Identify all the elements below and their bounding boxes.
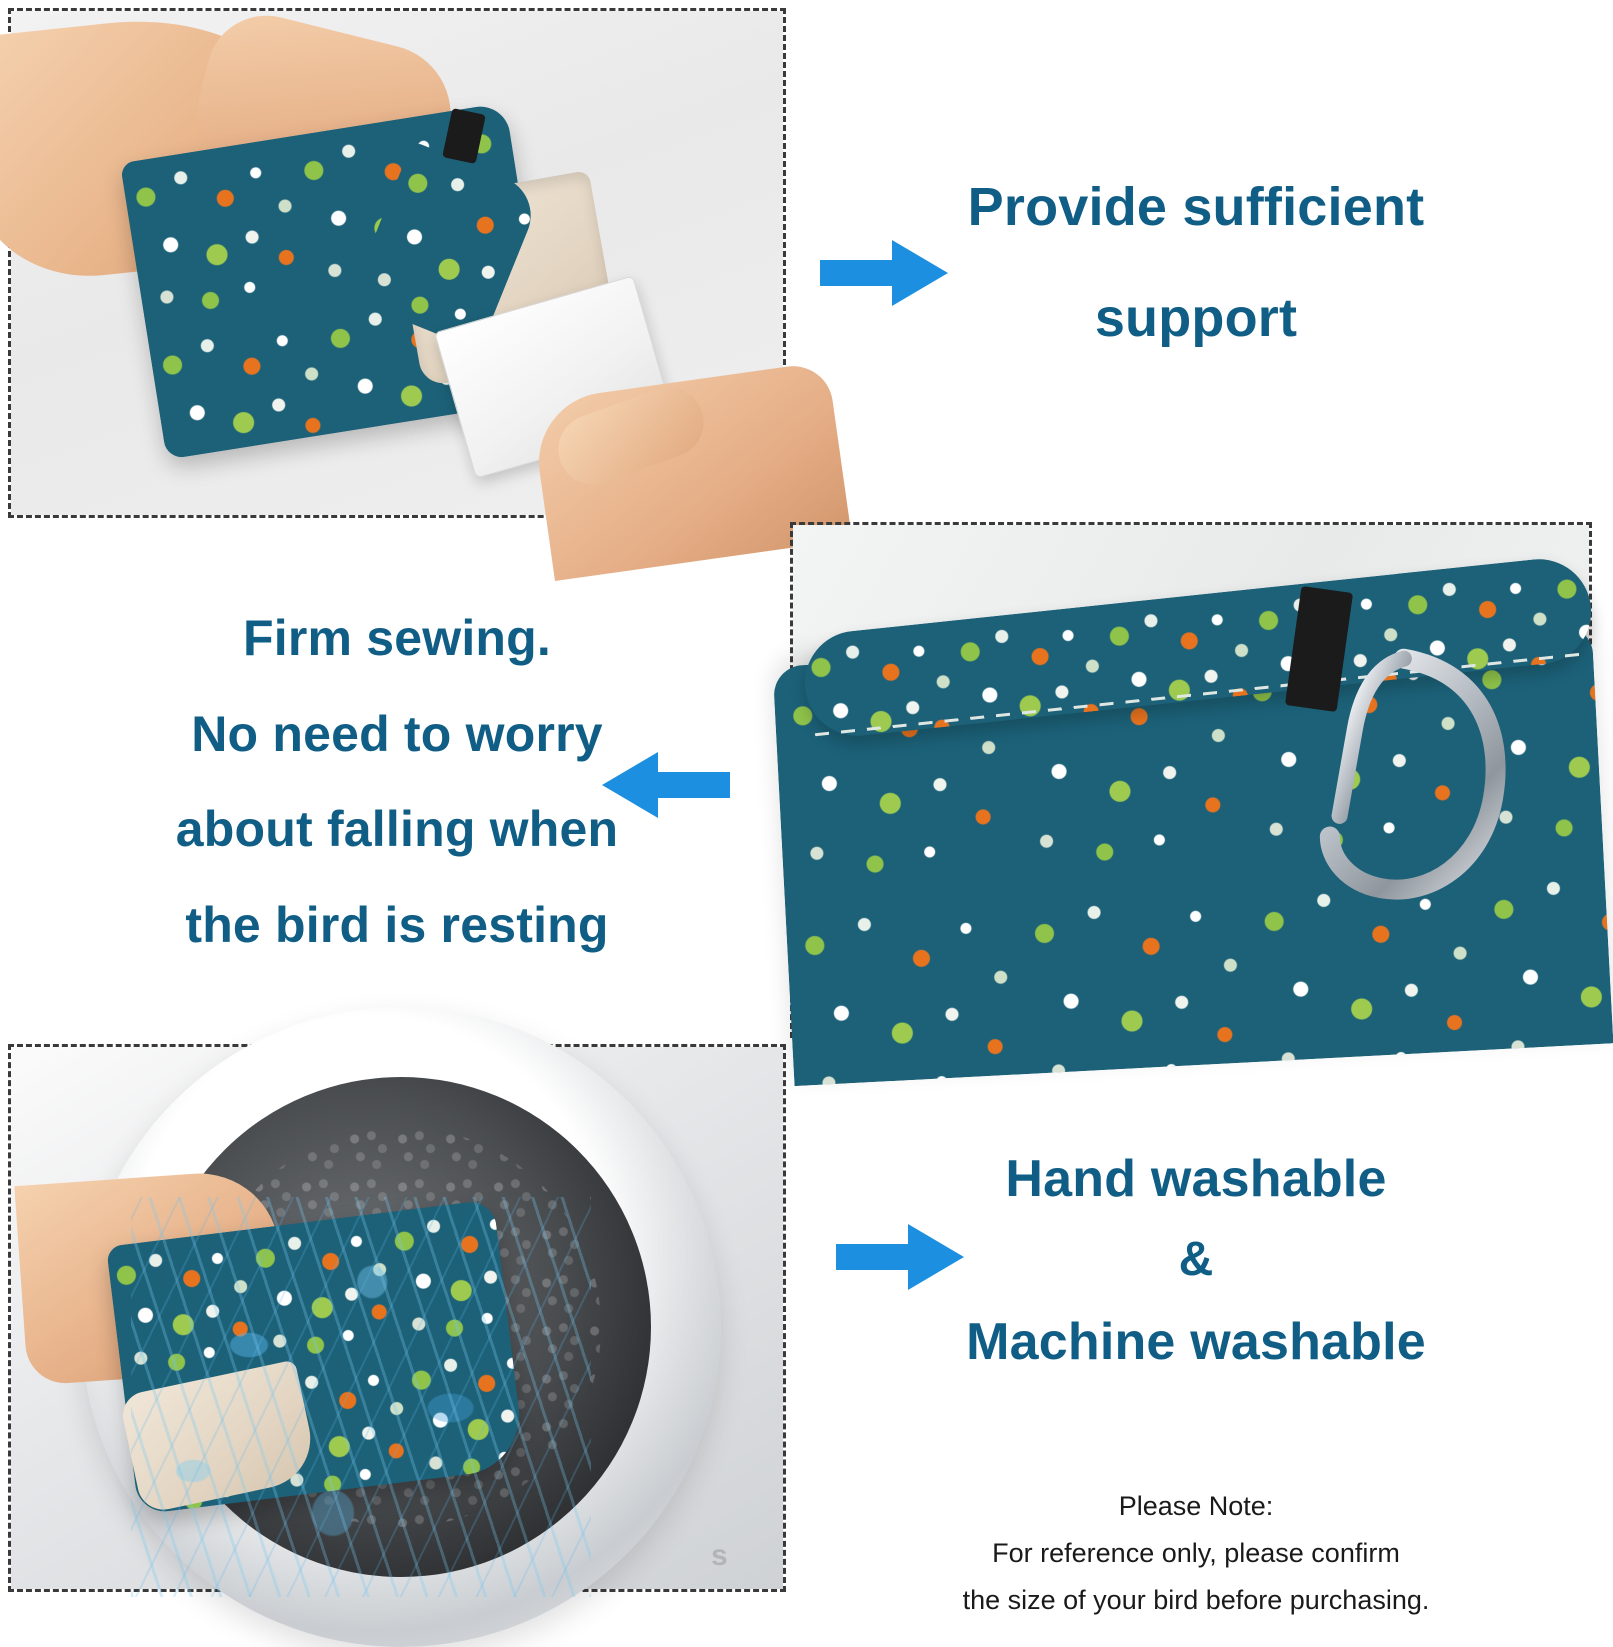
sewing-headline-line1: Firm sewing. [242,610,551,666]
photo-washing-water-streaks [131,1197,591,1597]
arrow-right-icon-washable [836,1222,966,1292]
please-note-heading: Please Note: [1118,1491,1274,1522]
washable-headline-line1: Hand washable [1005,1150,1387,1208]
arrow-left-icon-sewing [600,750,730,820]
washable-headline-line3: Machine washable [966,1312,1426,1371]
support-headline-line2: support [1094,288,1298,348]
please-note-line2: the size of your bird before purchasing. [962,1585,1430,1616]
please-note-block [963,1487,1430,1620]
washable-headline-line2: & [1178,1233,1214,1287]
sewing-headline-line3: about falling when [175,801,619,857]
text-panel-washable [800,1044,1592,1616]
please-note-line1: For reference only, please confirm [992,1538,1400,1569]
support-headline-line1: Provide sufficient [967,177,1425,238]
arrow-right-icon-support [820,238,950,308]
photo-panel-stitching [790,522,1592,1038]
watermark-text: s [711,1539,728,1572]
photo-panel-insert-board [8,8,786,518]
photo-panel-washing [8,1044,786,1592]
sewing-headline-line4: the bird is resting [185,896,609,953]
sewing-headline-line2: No need to worry [191,705,603,762]
